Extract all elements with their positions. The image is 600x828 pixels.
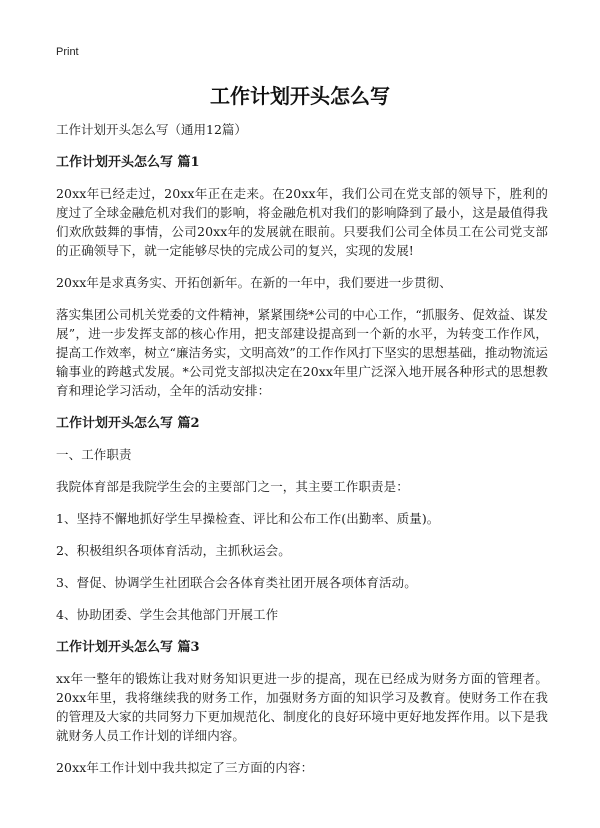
list-item: 3、督促、协调学生社团联合会各体育类社团开展各项体育活动。 bbox=[56, 575, 417, 590]
section-heading-3: 工作计划开头怎么写 篇3 bbox=[56, 640, 200, 655]
page-title: 工作计划开头怎么写 bbox=[210, 84, 390, 108]
paragraph: 落实集团公司机关党委的文件精神，紧紧围绕*公司的中心工作，“抓服务、促效益、谋发展”，进一步发挥支部的核心作用，把支部建设提高到一个新的水平，为转变工作作风，提高工作效率，树立“廉洁务实，文明高效”的工作作风打下坚实的思想基础，推动物流运输事业的跨越式发展。*公司党支部拟决定在20xx年里广泛深入地开展各种形式的思想教育和理论学习活动，全年的活动安排： bbox=[56, 307, 548, 398]
section-heading-1: 工作计划开头怎么写 篇1 bbox=[56, 155, 200, 170]
paragraph: xx年一整年的锻炼让我对财务知识更进一步的提高，现在已经成为财务方面的管理者。20xx年里，我将继续我的财务工作，加强财务方面的知识学习及教育。使财务工作在我的管理及大家的共同努力下更加规范化、制度化的良好环境中更好地发挥作用。以下是我就财务人员工作计划的详细内容。 bbox=[56, 671, 548, 743]
paragraph: 我院体育部是我院学生会的主要部门之一，其主要工作职责是： bbox=[56, 479, 409, 494]
paragraph: 一、工作职责 bbox=[56, 447, 132, 462]
paragraph: 20xx年是求真务实、开拓创新年。在新的一年中，我们要进一步贯彻、 bbox=[56, 275, 452, 290]
print-link[interactable]: Print bbox=[56, 46, 79, 58]
list-item: 4、协助团委、学生会其他部门开展工作 bbox=[56, 607, 279, 622]
document-subtitle: 工作计划开头怎么写（通用12篇） bbox=[56, 122, 247, 137]
document-body bbox=[56, 120, 548, 790]
paragraph: 20xx年工作计划中我共拟定了三方面的内容： bbox=[56, 760, 314, 775]
paragraph: 20xx年已经走过，20xx年正在走来。在20xx年，我们公司在党支部的领导下，胜利的度过了全球金融危机对我们的影响，将金融危机对我们的影响降到了最小，这是最值得我们欢欣鼓舞的事情，公司20xx年的发展就在眼前。只要我们公司全体员工在公司党支部的正确领导下，就一定能够尽快的完成公司的复兴，实现的发展! bbox=[56, 186, 548, 258]
list-item: 2、积极组织各项体育活动，主抓秋运会。 bbox=[56, 543, 291, 558]
list-item: 1、坚持不懈地抓好学生早操检查、评比和公布工作(出勤率、质量)。 bbox=[56, 511, 440, 526]
section-heading-2: 工作计划开头怎么写 篇2 bbox=[56, 416, 200, 431]
